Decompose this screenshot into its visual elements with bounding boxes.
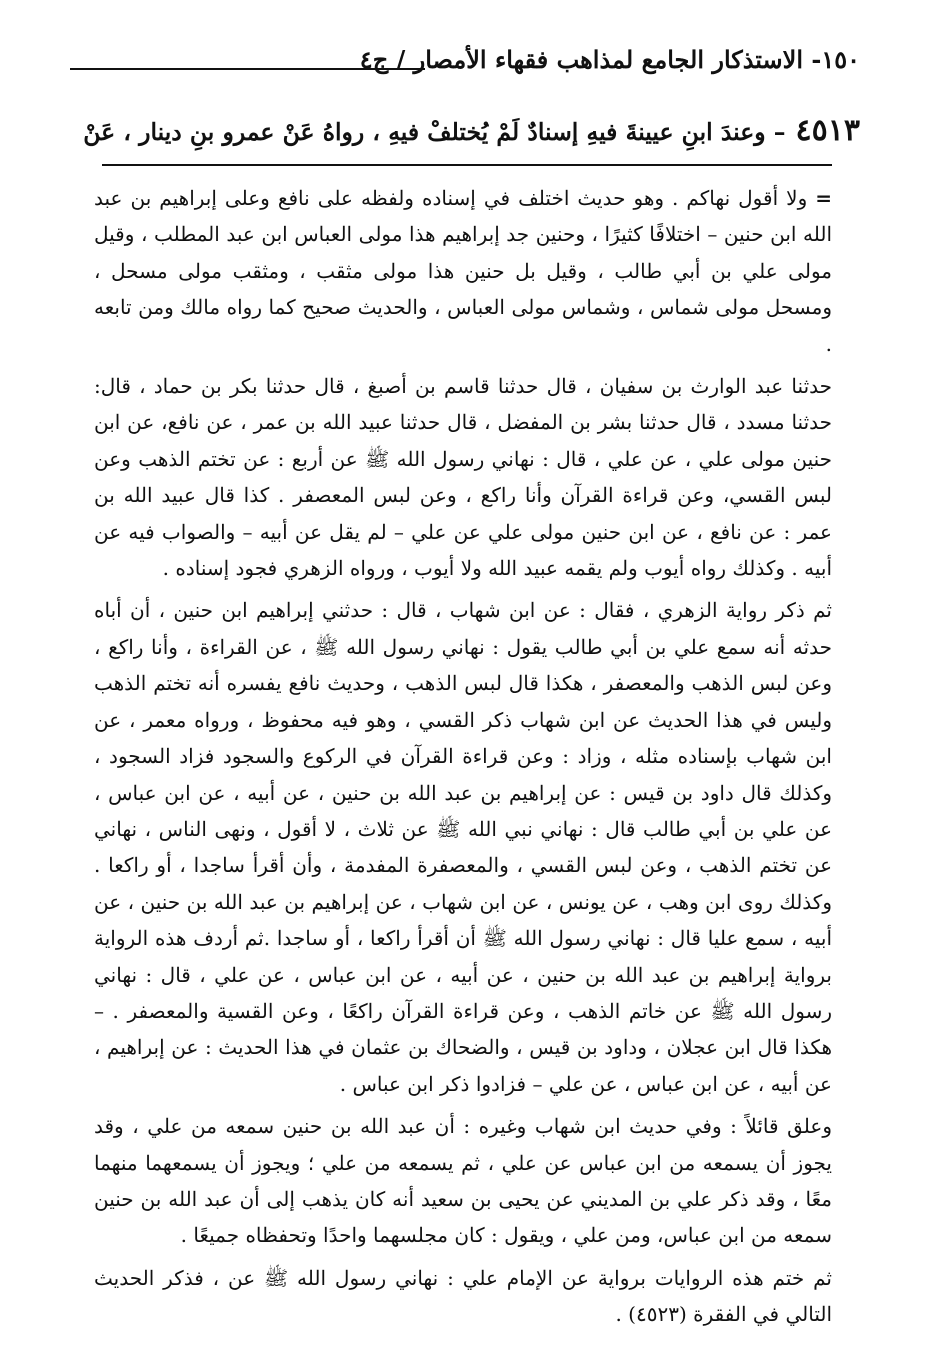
running-head-text xyxy=(360,40,860,80)
running-head xyxy=(70,40,860,80)
paragraph-number: ٤٥١٣ xyxy=(795,113,860,148)
page-number: ١٥٠ xyxy=(821,45,860,74)
footnote-paragraph xyxy=(94,180,832,362)
main-text-line xyxy=(70,106,860,157)
continuation-mark: = xyxy=(815,186,832,210)
footnotes-section xyxy=(94,180,832,1339)
footnote-paragraph: حدثنا عبد الوارث بن سفيان ، قال حدثنا قاسم بن أصبغ ، قال حدثنا بكر بن حماد ، قال: حدثنا مسدد ، قال حدثنا بشر بن المفضل ، قال حدثنا عبيد الله بن عمر ، عن نافع، عن ابن حنين مولى علي ، عن علي ، قال : نهاني رسول الله ﷺ عن أربع : عن تختم الذهب وعن لبس القسي، وعن قراءة القرآن وأنا راكع ، وعن لبس المعصفر . كذا قال عبيد الله بن عمر : عن نافع ، عن ابن حنين مولى علي عن علي – لم يقل عن أبيه – والصواب فيه عن أبيه . وكذلك رواه أيوب ولم يقمه عبيد الله ولا أيوب ، ورواه الزهري فجود إسناده . xyxy=(94,374,832,581)
footnote-paragraph: ثم ختم هذه الروايات برواية عن الإمام علي : نهاني رسول الله ﷺ عن ، فذكر الحديث التالي في الفقرة (٤٥٢٣) . xyxy=(94,1265,832,1327)
main-text: – وعندَ ابنِ عيينةَ فيهِ إسنادٌ لَمْ يُختلفْ فيهِ ، رواهُ عَنْ عمرو بنِ دينار ، عَنْ xyxy=(83,118,786,146)
footnote-paragraph: ثم ذكر رواية الزهري ، فقال : عن ابن شهاب ، قال : حدثني إبراهيم ابن حنين ، أن أباه حدثه أنه سمع علي بن أبي طالب يقول : نهاني رسول الله ﷺ ، عن القراءة ، وأنا راكع ، وعن لبس الذهب والمعصفر ، هكذا قال لبس الذهب ، وحديث نافع يفسره أنه تختم الذهب وليس في هذا الحديث عن ابن شهاب ذكر القسي ، وهو فيه محفوظ ، ورواه معمر ، عن ابن شهاب بإسناده مثله ، وزاد : وعن قراءة القرآن في الركوع والسجود فزاد السجود ، وكذلك قال داود بن قيس : عن إبراهيم بن عبد الله بن حنين ، عن أبيه ، عن ابن عباس ، عن علي بن أبي طالب قال : نهاني نبي الله ﷺ عن ثلاث ، لا أقول ، ونهى الناس ، نهاني عن تختم الذهب ، وعن لبس القسي ، والمعصفرة المفدمة ، وأن أقرأ ساجدا ، أو راكعا . وكذلك روى ابن وهب ، عن يونس ، عن ابن شهاب ، عن إبراهيم بن عبد الله بن حنين ، عن أبيه ، سمع عليا قال : نهاني رسول الله ﷺ أن أقرأ راكعا ، أو ساجدا .ثم أردف هذه الرواية برواية إبراهيم بن عبد الله بن حنين ، عن أبيه ، عن ابن عباس ، عن علي ، قال : نهاني رسول الله ﷺ عن خاتم الذهب ، وعن قراءة القرآن راكعًا ، وعن القسية والمعصفر . – هكذا قال ابن عجلان ، وداود بن قيس ، والضحاك بن عثمان في هذا الحديث : عن إبراهيم ، عن أبيه ، عن ابن عباس ، عن علي – فزادوا ذكر ابن عباس . xyxy=(94,598,833,1096)
footnote-divider xyxy=(102,164,832,166)
running-head-rule xyxy=(70,68,425,70)
book-title: - الاستذكار الجامع لمذاهب فقهاء الأمصار / ج٤ xyxy=(359,45,822,74)
footnote-paragraph: وعلق قائلاً : وفي حديث ابن شهاب وغيره : أن عبد الله بن حنين سمعه من علي ، وقد يجوز أن يسمعه من ابن عباس عن علي ، ثم يسمعه من علي ؛ ويجوز أن يسمعهما منهما معًا ، وقد ذكر علي بن المديني عن يحيى بن سعيد أنه كان يذهب إلى أن عبد الله بن حنين سمعه من ابن عباس، ومن علي ، ويقول : كان مجلسهما واحدًا وتحفظاه جميعًا . xyxy=(94,1114,832,1248)
footnote-text: ولا أقول نهاكم . وهو حديث اختلف في إسناده ولفظه على نافع وعلى إبراهيم بن عبد الله ابن حنين – اختلافًا كثيرًا ، وحنين جد إبراهيم هذا مولى العباس ابن عبد المطلب ، وقيل مولى علي بن أبي طالب ، وقيل بل حنين هذا مولى مثقب ، ومثقب مولى مسحل ، ومسحل مولى شماس ، وشماس مولى العباس ، والحديث صحيح كما رواه مالك ومن تابعه . xyxy=(94,186,833,356)
